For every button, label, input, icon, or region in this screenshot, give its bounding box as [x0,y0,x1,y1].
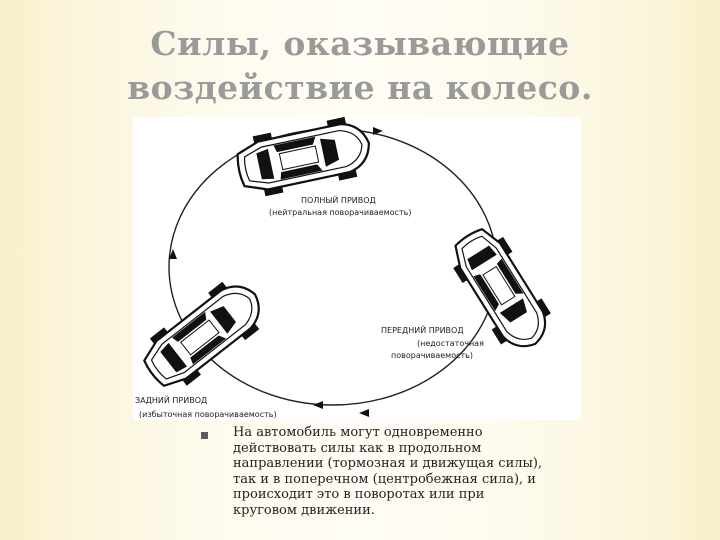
car-awd-icon [233,117,375,201]
bullet-line: так и в поперечном (центробежная сила), и [233,471,536,487]
label-fwd-subtitle-2: поворачиваемость) [391,351,474,360]
direction-arrow-icon [359,409,369,417]
label-rwd-title: ЗАДНИЙ ПРИВОД [135,396,208,405]
direction-arrow-icon [313,401,323,409]
bullet-square-icon [201,432,208,439]
label-fwd-subtitle-1: (недостаточная [417,339,484,348]
label-rwd-subtitle: (избыточная поворачиваемость) [139,410,277,419]
drive-types-illustration [133,117,581,420]
bullet-line: круговом движении. [233,502,375,518]
label-fwd-title: ПЕРЕДНИЙ ПРИВОД [381,326,464,335]
slide-title [0,22,720,110]
label-awd-title: ПОЛНЫЙ ПРИВОД [301,196,376,205]
bullet-line: происходит это в поворотах или при [233,487,485,503]
bullet-line: действовать силы как в продольном [233,440,482,456]
bullet-line: направлении (тормозная и движущая силы), [233,456,543,472]
title-line-1: Силы, оказывающие [150,24,570,63]
car-rwd-icon [134,271,273,398]
bullet-line: На автомобиль могут одновременно [233,425,483,440]
title-line-2: воздействие на колесо. [127,68,593,107]
label-awd-subtitle: (нейтральная поворачиваемость) [269,208,412,217]
bullet-text [233,425,578,519]
